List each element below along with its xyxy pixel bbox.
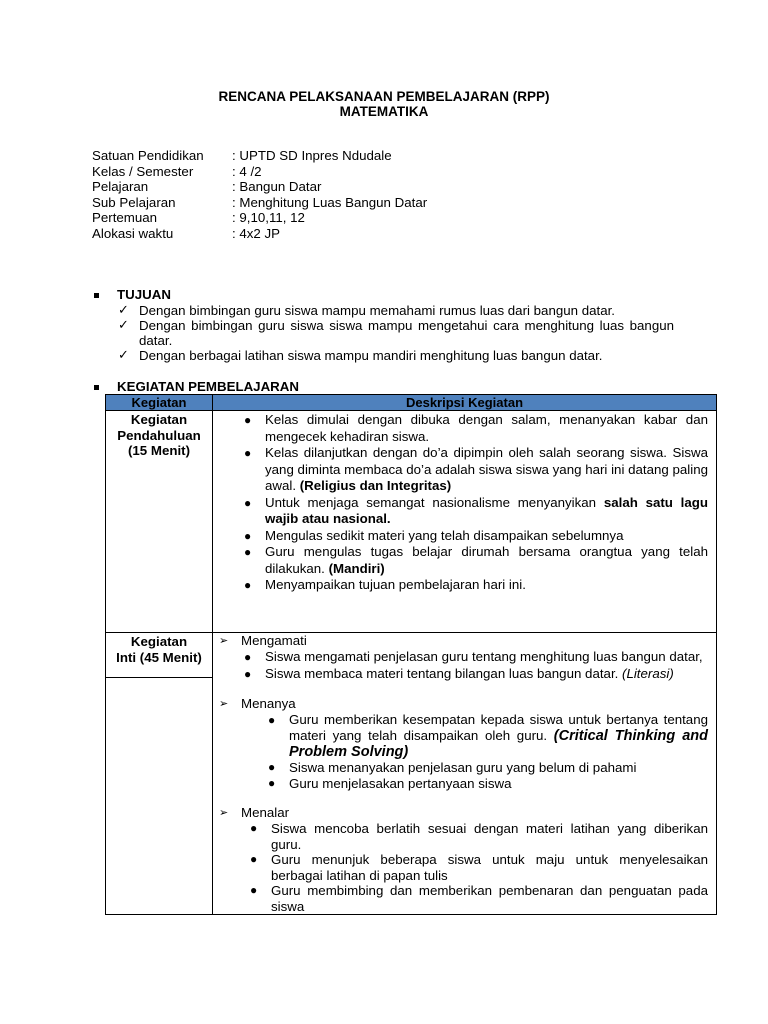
info-label: Sub Pelajaran <box>92 194 176 210</box>
arrow-right-icon: ➢ <box>219 807 229 819</box>
bullet-dot-icon: ● <box>268 713 276 727</box>
list-item-emphasis: (Mandiri) <box>328 560 385 576</box>
bullet-dot-icon: ● <box>268 760 276 774</box>
table-row <box>106 633 717 915</box>
list-item-emphasis: (Religius dan Integritas) <box>299 478 452 493</box>
tujuan-item-text: Dengan berbagai latihan siswa mampu mandiri menghitung luas bangun datar. <box>139 348 603 363</box>
table-row <box>106 411 717 633</box>
checkmark-icon: ✓ <box>118 302 129 317</box>
list-item-text: Guru menunjuk beberapa siswa untuk maju untuk menyelesaikan berbagai latihan di papan tulis <box>271 852 708 883</box>
inti-label-cell <box>106 633 213 915</box>
info-value: : 9,10,11, 12 <box>232 210 305 225</box>
arrow-right-icon: ➢ <box>219 635 229 647</box>
bullet-dot-icon: ● <box>244 528 252 543</box>
mengamati-heading <box>213 633 716 649</box>
bullet-dot-icon: ● <box>244 495 252 510</box>
bullet-dot-icon: ● <box>244 578 252 592</box>
info-row <box>92 210 427 226</box>
tujuan-item <box>118 303 674 318</box>
list-item <box>244 649 708 666</box>
info-label: Pertemuan <box>92 210 158 225</box>
list-item-text: Guru memberikan kesempatan kepada siswa untuk bertanya tentang materi yang telah disampaikan oleh guru. <box>289 712 708 743</box>
checkmark-icon: ✓ <box>118 317 129 332</box>
list-item <box>244 544 708 577</box>
info-row <box>92 226 427 242</box>
menanya-heading-text: Menanya <box>241 696 296 711</box>
list-item-text: Menyampaikan tujuan pembelajaran hari ini. <box>265 577 526 592</box>
list-item-tag: (Critical Thinking and Problem Solving) <box>289 728 708 760</box>
table-header-kegiatan: Kegiatan <box>106 395 213 411</box>
info-label: Satuan Pendidikan <box>92 148 204 163</box>
list-item <box>250 852 708 883</box>
bullet-dot-icon: ● <box>250 852 258 866</box>
list-item-text: Siswa mencoba berlatih sesuai dengan materi latihan yang diberikan guru. <box>271 821 708 852</box>
bullet-dot-icon: ● <box>250 821 258 835</box>
tujuan-item-text: Dengan bimbingan guru siswa mampu memahami rumus luas dari bangun datar. <box>139 303 615 318</box>
menalar-heading-text: Menalar <box>241 805 290 820</box>
tujuan-item <box>118 348 674 363</box>
pendahuluan-desc-cell <box>213 411 717 633</box>
info-value: : UPTD SD Inpres Ndudale <box>232 148 392 163</box>
inti-label-duration: Inti (45 Menit) <box>116 649 202 665</box>
pendahuluan-label-line: Pendahuluan <box>117 427 201 443</box>
menalar-heading <box>213 805 716 821</box>
info-row <box>92 164 427 180</box>
arrow-right-icon: ➢ <box>219 698 229 710</box>
info-block <box>92 148 427 241</box>
info-value: : Menghitung Luas Bangun Datar <box>232 194 428 210</box>
list-item-tag: (Literasi) <box>622 665 674 681</box>
list-item <box>250 883 708 914</box>
pendahuluan-label-line: Kegiatan <box>130 412 188 427</box>
info-value: : 4 /2 <box>232 163 262 179</box>
pendahuluan-label-duration: (15 Menit) <box>127 443 191 458</box>
document-subtitle: MATEMATIKA <box>339 104 429 119</box>
tujuan-item <box>118 318 674 348</box>
info-label: Pelajaran <box>92 179 149 194</box>
list-item <box>244 527 708 545</box>
bullet-dot-icon: ● <box>244 666 252 681</box>
section-heading-kegiatan: KEGIATAN PEMBELAJARAN <box>117 379 299 394</box>
list-item <box>244 494 708 528</box>
info-row <box>92 195 427 211</box>
list-item <box>250 821 708 852</box>
checkmark-icon: ✓ <box>118 347 129 362</box>
document-title: RENCANA PELAKSANAAN PEMBELAJARAN (RPP) <box>218 89 550 104</box>
section-heading-tujuan: TUJUAN <box>117 287 171 302</box>
list-item <box>268 775 708 792</box>
square-bullet-icon <box>94 293 99 298</box>
bullet-dot-icon: ● <box>244 446 252 460</box>
tujuan-list <box>118 303 674 363</box>
list-item-text: Untuk menjaga semangat nasionalisme menyanyikan <box>265 494 604 510</box>
list-item-text: Kelas dilanjutkan dengan do’a dipimpin oleh salah seorang siswa. Siswa yang diminta membaca do’a adalah siswa siswa yang hari ini datang paling awal. <box>265 445 708 493</box>
info-label: Kelas / Semester <box>92 163 194 179</box>
kegiatan-table <box>105 394 717 915</box>
list-item-text: Siswa mengamati penjelasan guru tentang menghitung luas bangun datar, <box>265 649 703 664</box>
list-item <box>244 665 708 683</box>
list-item-text: Guru membimbing dan memberikan pembenaran dan penguatan pada siswa <box>271 883 708 914</box>
list-item <box>244 445 708 495</box>
list-item <box>244 412 708 445</box>
bullet-dot-icon: ● <box>250 883 258 897</box>
table-header-deskripsi: Deskripsi Kegiatan <box>213 395 717 411</box>
inti-label-line: Kegiatan <box>130 634 188 649</box>
list-item <box>268 760 708 776</box>
mengamati-heading-text: Mengamati <box>241 633 307 648</box>
bullet-dot-icon: ● <box>268 775 276 790</box>
menanya-heading <box>213 696 716 712</box>
bullet-dot-icon: ● <box>244 545 252 559</box>
list-item <box>244 577 708 594</box>
info-row <box>92 179 427 195</box>
inti-desc-cell <box>213 633 717 915</box>
list-item-text: Kelas dimulai dengan dibuka dengan salam, menanyakan kabar dan mengecek kehadiran siswa. <box>265 412 708 444</box>
list-item-text: Guru mengulas tugas belajar dirumah bersama orangtua yang telah dilakukan. <box>265 544 708 576</box>
pendahuluan-label-cell <box>106 411 213 633</box>
bullet-dot-icon: ● <box>244 650 252 664</box>
list-item-text: Mengulas sedikit materi yang telah disampaikan sebelumnya <box>265 527 624 543</box>
info-label: Alokasi waktu <box>92 225 174 241</box>
list-item-text: Guru menjelasakan pertanyaan siswa <box>289 775 512 791</box>
info-value: : Bangun Datar <box>232 179 322 194</box>
info-value: : 4x2 JP <box>232 225 281 241</box>
info-row <box>92 148 427 164</box>
list-item-text: Siswa menanyakan penjelasan guru yang belum di pahami <box>289 760 637 775</box>
list-item-emphasis: salah satu lagu wajib atau nasional. <box>265 494 708 526</box>
bullet-dot-icon: ● <box>244 413 252 427</box>
list-item-text: Siswa membaca materi tentang bilangan luas bangun datar. <box>265 665 623 681</box>
list-item <box>268 712 708 760</box>
square-bullet-icon <box>94 385 99 390</box>
tujuan-item-text: Dengan bimbingan guru siswa siswa mampu mengetahui cara menghitung luas bangun datar. <box>139 318 674 348</box>
